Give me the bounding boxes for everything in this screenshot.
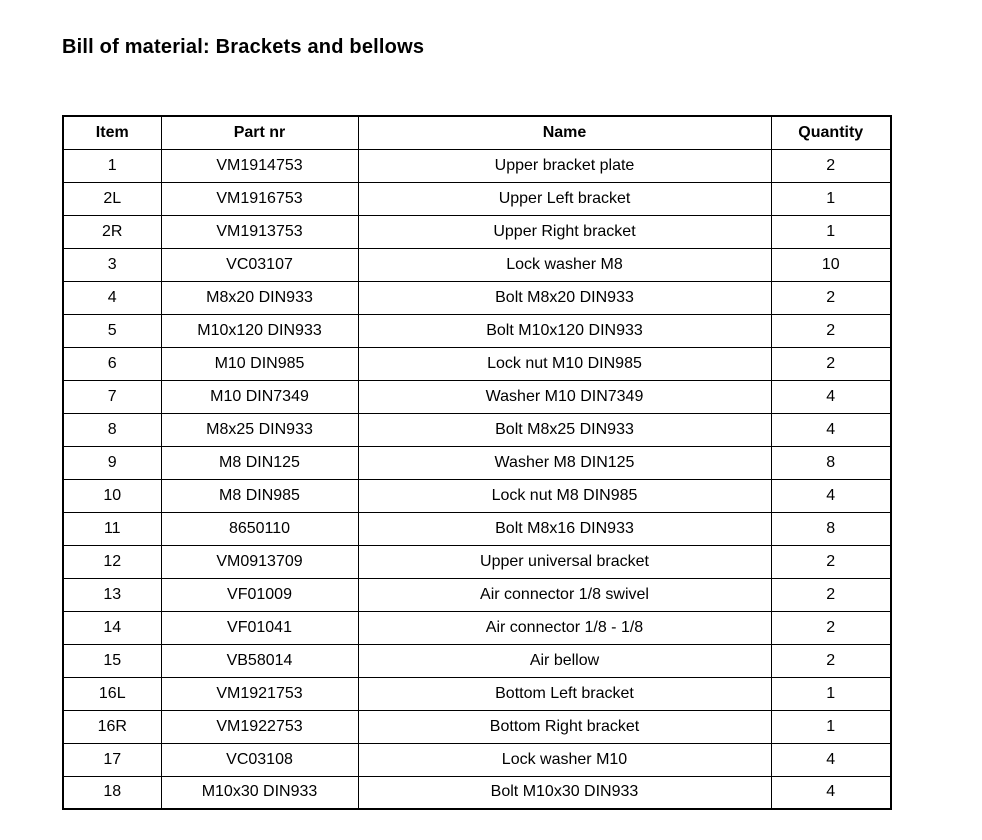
- cell-name: Washer M8 DIN125: [358, 446, 771, 479]
- cell-item: 16L: [63, 677, 161, 710]
- cell-quantity: 4: [771, 380, 891, 413]
- table-row: [63, 545, 891, 578]
- cell-part_nr: VM1913753: [161, 215, 358, 248]
- cell-item: 8: [63, 413, 161, 446]
- cell-part_nr: M10 DIN7349: [161, 380, 358, 413]
- cell-quantity: 2: [771, 347, 891, 380]
- column-header-name: Name: [358, 116, 771, 149]
- column-header-part_nr: Part nr: [161, 116, 358, 149]
- bill-of-material-table: [62, 115, 892, 810]
- cell-name: Upper bracket plate: [358, 149, 771, 182]
- cell-part_nr: VM1922753: [161, 710, 358, 743]
- cell-name: Bottom Right bracket: [358, 710, 771, 743]
- cell-name: Upper Right bracket: [358, 215, 771, 248]
- cell-quantity: 2: [771, 545, 891, 578]
- table-row: [63, 446, 891, 479]
- table-row: [63, 743, 891, 776]
- cell-item: 7: [63, 380, 161, 413]
- cell-quantity: 2: [771, 644, 891, 677]
- cell-quantity: 2: [771, 314, 891, 347]
- cell-part_nr: VF01009: [161, 578, 358, 611]
- cell-quantity: 1: [771, 710, 891, 743]
- cell-item: 12: [63, 545, 161, 578]
- table-header: [63, 116, 891, 149]
- cell-name: Bolt M8x25 DIN933: [358, 413, 771, 446]
- cell-item: 2R: [63, 215, 161, 248]
- cell-name: Lock nut M10 DIN985: [358, 347, 771, 380]
- cell-quantity: 4: [771, 413, 891, 446]
- cell-item: 11: [63, 512, 161, 545]
- cell-quantity: 4: [771, 743, 891, 776]
- table-header-row: [63, 116, 891, 149]
- table-row: [63, 380, 891, 413]
- cell-part_nr: VM1921753: [161, 677, 358, 710]
- cell-item: 2L: [63, 182, 161, 215]
- cell-part_nr: VC03108: [161, 743, 358, 776]
- table-row: [63, 215, 891, 248]
- cell-part_nr: VF01041: [161, 611, 358, 644]
- cell-quantity: 2: [771, 611, 891, 644]
- cell-part_nr: VC03107: [161, 248, 358, 281]
- cell-quantity: 2: [771, 149, 891, 182]
- cell-part_nr: VB58014: [161, 644, 358, 677]
- cell-item: 4: [63, 281, 161, 314]
- table-row: [63, 281, 891, 314]
- cell-name: Air connector 1/8 swivel: [358, 578, 771, 611]
- cell-item: 16R: [63, 710, 161, 743]
- cell-name: Bolt M10x120 DIN933: [358, 314, 771, 347]
- cell-quantity: 8: [771, 446, 891, 479]
- cell-quantity: 1: [771, 677, 891, 710]
- cell-part_nr: 8650110: [161, 512, 358, 545]
- cell-part_nr: M10x120 DIN933: [161, 314, 358, 347]
- table-row: [63, 677, 891, 710]
- cell-name: Bottom Left bracket: [358, 677, 771, 710]
- cell-part_nr: VM1914753: [161, 149, 358, 182]
- cell-name: Air bellow: [358, 644, 771, 677]
- table-body: [63, 149, 891, 809]
- cell-quantity: 8: [771, 512, 891, 545]
- cell-name: Bolt M8x16 DIN933: [358, 512, 771, 545]
- cell-name: Washer M10 DIN7349: [358, 380, 771, 413]
- cell-name: Lock nut M8 DIN985: [358, 479, 771, 512]
- column-header-item: Item: [63, 116, 161, 149]
- cell-item: 1: [63, 149, 161, 182]
- table-row: [63, 611, 891, 644]
- cell-quantity: 2: [771, 281, 891, 314]
- table-row: [63, 710, 891, 743]
- cell-quantity: 1: [771, 182, 891, 215]
- cell-name: Lock washer M10: [358, 743, 771, 776]
- cell-part_nr: VM1916753: [161, 182, 358, 215]
- table-row: [63, 776, 891, 809]
- cell-quantity: 2: [771, 578, 891, 611]
- table-row: [63, 413, 891, 446]
- cell-part_nr: M8 DIN985: [161, 479, 358, 512]
- cell-item: 9: [63, 446, 161, 479]
- table-row: [63, 578, 891, 611]
- cell-item: 10: [63, 479, 161, 512]
- table-row: [63, 512, 891, 545]
- cell-part_nr: M10x30 DIN933: [161, 776, 358, 809]
- cell-quantity: 1: [771, 215, 891, 248]
- table-row: [63, 149, 891, 182]
- cell-item: 15: [63, 644, 161, 677]
- cell-item: 5: [63, 314, 161, 347]
- cell-name: Air connector 1/8 - 1/8: [358, 611, 771, 644]
- cell-part_nr: M8x25 DIN933: [161, 413, 358, 446]
- table-row: [63, 248, 891, 281]
- column-header-quantity: Quantity: [771, 116, 891, 149]
- table-row: [63, 182, 891, 215]
- cell-part_nr: VM0913709: [161, 545, 358, 578]
- cell-item: 3: [63, 248, 161, 281]
- page-title: Bill of material: Brackets and bellows: [62, 36, 425, 58]
- cell-quantity: 4: [771, 479, 891, 512]
- table-row: [63, 479, 891, 512]
- cell-part_nr: M8 DIN125: [161, 446, 358, 479]
- cell-item: 13: [63, 578, 161, 611]
- cell-quantity: 10: [771, 248, 891, 281]
- cell-name: Upper universal bracket: [358, 545, 771, 578]
- cell-item: 14: [63, 611, 161, 644]
- cell-quantity: 4: [771, 776, 891, 809]
- table-row: [63, 644, 891, 677]
- cell-item: 17: [63, 743, 161, 776]
- cell-item: 6: [63, 347, 161, 380]
- cell-name: Lock washer M8: [358, 248, 771, 281]
- cell-part_nr: M10 DIN985: [161, 347, 358, 380]
- table-row: [63, 347, 891, 380]
- table-row: [63, 314, 891, 347]
- cell-item: 18: [63, 776, 161, 809]
- cell-name: Bolt M10x30 DIN933: [358, 776, 771, 809]
- cell-part_nr: M8x20 DIN933: [161, 281, 358, 314]
- cell-name: Upper Left bracket: [358, 182, 771, 215]
- cell-name: Bolt M8x20 DIN933: [358, 281, 771, 314]
